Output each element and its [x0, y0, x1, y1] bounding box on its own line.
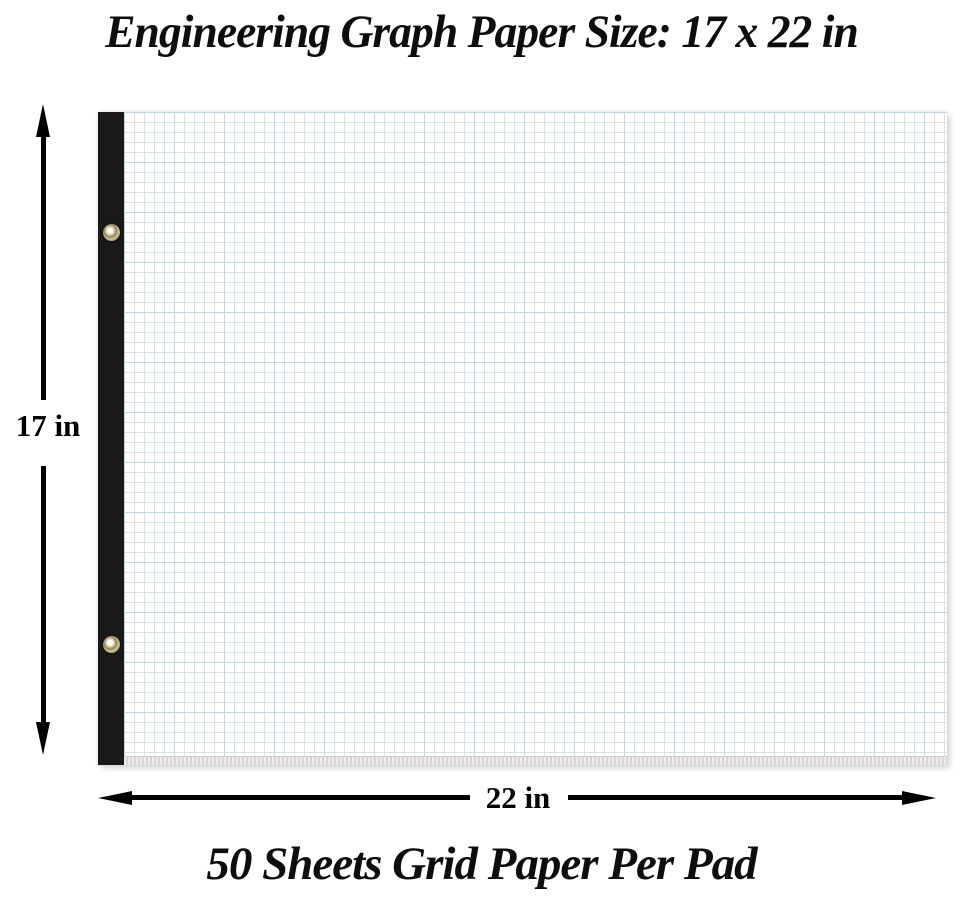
height-arrow-line-bottom	[41, 466, 46, 728]
width-arrow-line-right	[568, 795, 906, 800]
footer-caption: 50 Sheets Grid Paper Per Pad	[206, 838, 757, 890]
height-arrow-line-top	[41, 126, 46, 400]
arrow-down-icon	[36, 722, 50, 755]
width-dimension-label: 22 in	[485, 780, 551, 815]
binding-strip	[98, 112, 124, 765]
bottom-grommet-icon	[103, 636, 120, 653]
arrow-right-icon	[902, 791, 936, 805]
graph-paper-pad	[98, 112, 947, 765]
top-grommet-icon	[103, 224, 120, 241]
grid-paper-sheet	[124, 112, 947, 765]
height-dimension-label: 17 in	[15, 408, 81, 443]
page-title: Engineering Graph Paper Size: 17 x 22 in	[105, 6, 858, 58]
width-arrow-line-left	[126, 795, 470, 800]
sheet-stack-edge	[124, 756, 947, 765]
